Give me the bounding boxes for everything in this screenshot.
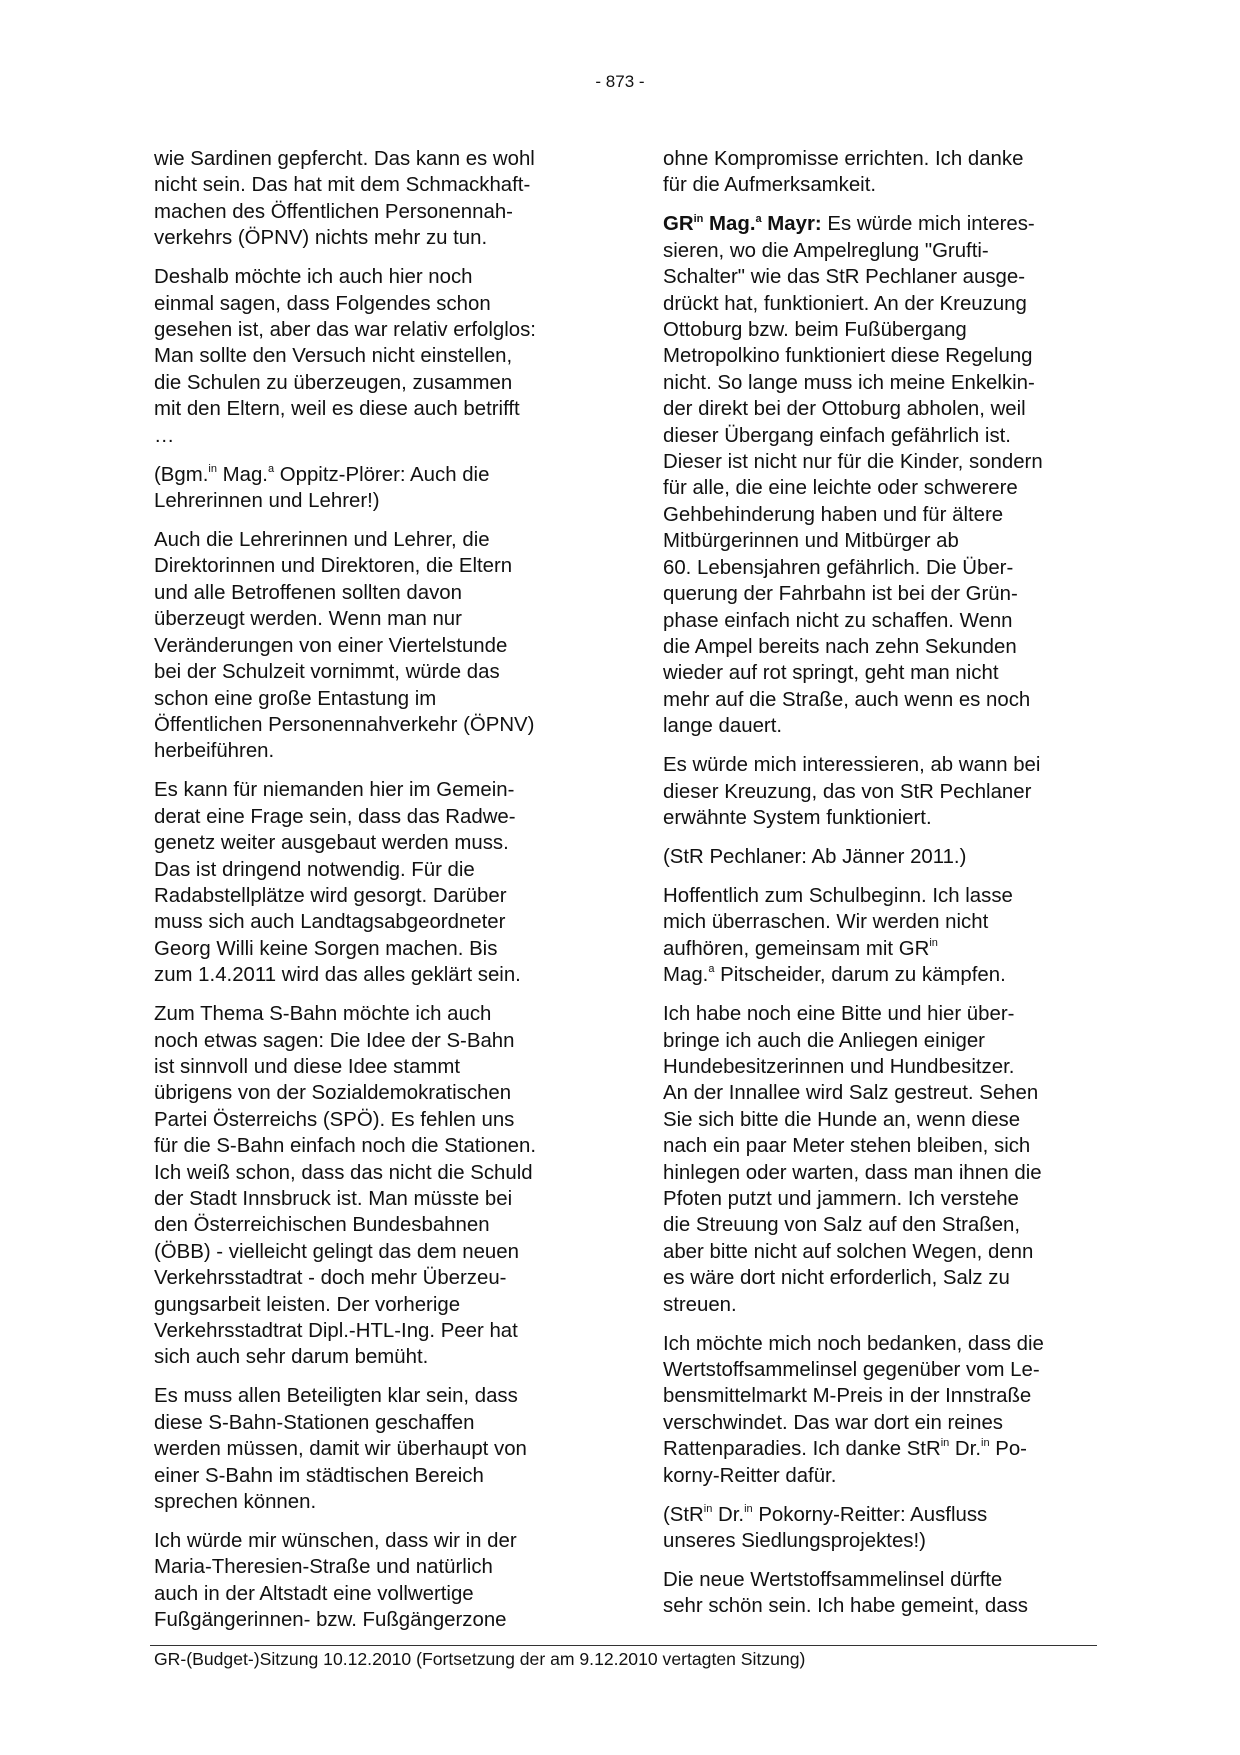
paragraph-text: Dr. [949, 1438, 981, 1461]
interjection [663, 1502, 1103, 1555]
footer-divider [150, 1645, 1097, 1646]
superscript: in [940, 1437, 950, 1450]
superscript: a [755, 212, 762, 225]
paragraph-text: Po- korny-Reitter dafür. [663, 1438, 1027, 1487]
paragraph [663, 883, 1103, 989]
paragraph-text: Pitscheider, darum zu kämpfen. [714, 964, 1006, 987]
interjection-text: Mag. [216, 463, 268, 486]
speaker-title: GR [663, 213, 694, 236]
paragraph: Deshalb möchte ich auch hier noch einmal sagen, dass Folgendes schon gesehen ist, aber das war relativ erfolglos: Man sollte den Versuch nicht einstellen, die Schulen zu überzeugen, zusammen mit den Eltern, weil es diese auch betrifft … [154, 266, 536, 447]
speech-text: Es würde mich interes- sieren, wo die Ampelreglung "Grufti- Schalter" wie das StR Pechlaner ausge- drückt hat, funktioniert. An der Kreuzung Ottoburg bzw. beim Fußübergang Metropolkino funktioniert diese Regelung nicht. So lange muss ich meine Enkelkin- der direkt bei der Ottoburg abholen, weil dieser Übergang einfach gefährlich ist. Dieser ist nicht nur für die Kinder, sondern für alle, die eine leichte oder schwerere Gehbehinderung haben und für ältere Mitbürgerinnen und Mitbürger ab 60. Lebensjahren gefährlich. Die Über- querung der Fahrbahn ist bei der Grün- phase einfach nicht zu schaffen. Wenn die Ampel bereits nach zehn Sekunden wieder auf rot springt, geht man nicht mehr auf die Straße, auch wenn es noch lange dauert. [663, 213, 1043, 738]
paragraph: Auch die Lehrerinnen und Lehrer, die Direktorinnen und Direktoren, die Eltern und alle Betroffenen sollten davon überzeugt werden. Wenn man nur Veränderungen von einer Viertelstunde bei der Schulzeit vornimmt, würde das schon eine große Entastung im Öffentlichen Personennahverkehr (ÖPNV) herbeiführen. [154, 529, 535, 763]
paragraph: ohne Kompromisse errichten. Ich danke für die Aufmerksamkeit. [663, 148, 1024, 197]
superscript: in [744, 1502, 753, 1515]
paragraph: Es muss allen Beteiligten klar sein, dass diese S-Bahn-Stationen geschaffen werden müssen, damit wir überhaupt von einer S-Bahn im städtischen Bereich sprechen können. [154, 1385, 527, 1514]
paragraph: Ich habe noch eine Bitte und hier über- bringe ich auch die Anliegen einiger Hundebesitzerinnen und Hundbesitzer. An der Innallee wird Salz gestreut. Sehen Sie sich bitte die Hunde an, wenn diese nach ein paar Meter stehen bleiben, sich hinlegen oder warten, dass man ihnen die Pfoten putzt und jammern. Ich verstehe die Streuung von Salz auf den Straßen, aber bitte nicht auf solchen Wegen, denn es wäre dort nicht erforderlich, Salz zu streuen. [663, 1003, 1042, 1316]
interjection-text: Dr. [712, 1503, 745, 1526]
interjection: (StR Pechlaner: Ab Jänner 2011.) [663, 845, 967, 868]
paragraph: Zum Thema S-Bahn möchte ich auch noch etwas sagen: Die Idee der S-Bahn ist sinnvoll und diese Idee stammt übrigens von der Sozialdemokratischen Partei Österreichs (SPÖ). Es fehlen uns für die S-Bahn einfach noch die Stationen. Ich weiß schon, dass das nicht die Schuld der Stadt Innsbruck ist. Man müsste bei den Österreichischen Bundesbahnen (ÖBB) - vielleicht gelingt das dem neuen Verkehrsstadtrat - doch mehr Überzeu- gungsarbeit leisten. Der vorherige Verkehrsstadtrat Dipl.-HTL-Ing. Peer hat sich auch sehr darum bemüht. [154, 1003, 537, 1369]
superscript: in [703, 1502, 713, 1515]
paragraph: Die neue Wertstoffsammelinsel dürfte sehr schön sein. Ich habe gemeint, dass [663, 1569, 1028, 1618]
superscript: in [981, 1437, 990, 1450]
interjection-text: (StR [663, 1503, 704, 1526]
paragraph [663, 1331, 1103, 1489]
interjection [154, 462, 594, 515]
page-number: - 873 - [595, 72, 645, 91]
paragraph: Es kann für niemanden hier im Gemein- derat eine Frage sein, dass das Radwe- genetz weiter ausgebaut werden muss. Das ist dringend notwendig. Für die Radabstellplätze wird gesorgt. Darüber muss sich auch Landtagsabgeordneter Georg Willi keine Sorgen machen. Bis zum 1.4.2011 wird das alles geklärt sein. [154, 779, 521, 987]
paragraph: Ich würde mir wünschen, dass wir in der Maria-Theresien-Straße und natürlich auch in der Altstadt eine vollwertige Fußgängerinnen- bzw. Fußgängerzone [154, 1530, 517, 1632]
paragraph-text: Mag. [663, 964, 709, 987]
paragraph: Es würde mich interessieren, ab wann bei dieser Kreuzung, das von StR Pechlaner erwähnte System funktioniert. [663, 754, 1041, 829]
speaker-surname: Mayr: [761, 213, 822, 236]
superscript: in [693, 212, 704, 225]
superscript: in [208, 462, 217, 475]
paragraph: wie Sardinen gepfercht. Das kann es wohl nicht sein. Das hat mit dem Schmackhaft- machen des Öffentlichen Personennah- verkehrs (ÖPNV) nichts mehr zu tun. [154, 148, 535, 250]
interjection-text: Oppitz-Plörer: Auch die Lehrerinnen und Lehrer!) [154, 463, 490, 513]
left-column [154, 146, 594, 1634]
right-column [663, 146, 1103, 1620]
speech-paragraph [663, 211, 1103, 739]
speaker-title: Mag. [703, 213, 756, 236]
superscript: a [708, 963, 715, 976]
paragraph-text: Ich möchte mich noch bedanken, dass die Wertstoffsammelinsel gegenüber vom Le- bensmittelmarkt M-Preis in der Innstraße verschwindet. Das war dort ein reines Rattenparadies. Ich danke StR [663, 1332, 1044, 1461]
superscript: in [929, 936, 938, 949]
interjection-text: (Bgm. [154, 463, 209, 486]
speaker-name [663, 213, 822, 235]
paragraph-text: Hoffentlich zum Schulbeginn. Ich lasse mich überraschen. Wir werden nicht aufhören, gemeinsam mit GR [663, 884, 1013, 960]
superscript: a [267, 462, 275, 475]
interjection-text: Pokorny-Reitter: Ausfluss unseres Siedlungsprojektes!) [663, 1503, 988, 1553]
page-footer: GR-(Budget-)Sitzung 10.12.2010 (Fortsetzung der am 9.12.2010 vertagten Sitzung) [154, 1649, 806, 1669]
